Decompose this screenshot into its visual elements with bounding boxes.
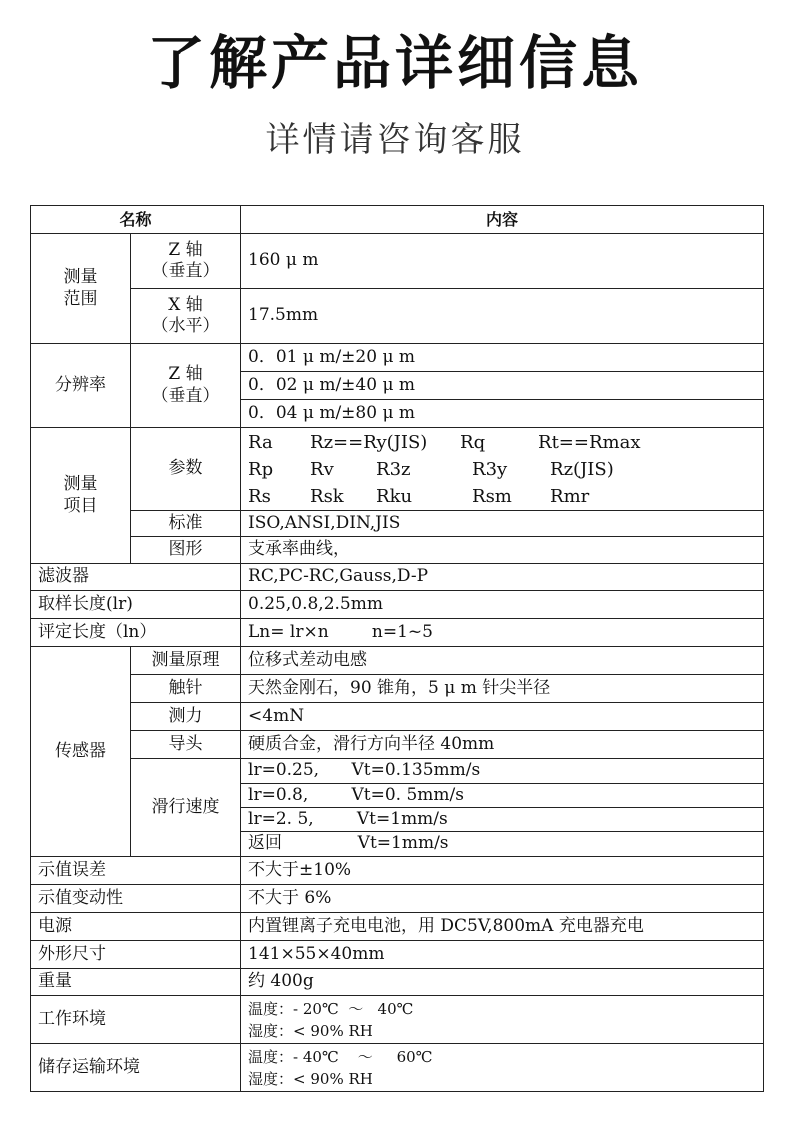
work-env-label: 工作环境 <box>31 996 241 1044</box>
param-item: Rv <box>310 458 334 480</box>
force-value: <4mN <box>241 703 764 731</box>
weight-value: 约 400g <box>241 969 764 996</box>
table-row <box>31 759 764 784</box>
range-x-value: 17.5mm <box>241 289 764 344</box>
table-row <box>31 428 764 511</box>
table-row <box>31 234 764 289</box>
error-value: 不大于±10% <box>241 857 764 885</box>
table-row <box>31 564 764 591</box>
table-row <box>31 537 764 564</box>
speed-value: 返回 Vt=1mm/s <box>241 832 764 857</box>
param-item: R3z <box>376 458 411 480</box>
dimension-label: 外形尺寸 <box>31 941 241 969</box>
filter-value: RC,PC-RC,Gauss,D-P <box>241 564 764 591</box>
range-x-label: X 轴 （水平） <box>131 289 241 344</box>
sampling-value: 0.25,0.8,2.5mm <box>241 591 764 619</box>
force-label: 测力 <box>131 703 241 731</box>
guide-label: 导头 <box>131 731 241 759</box>
table-row <box>31 969 764 996</box>
table-row <box>31 511 764 537</box>
param-item: Ra <box>248 431 273 453</box>
storage-env-value <box>241 1044 764 1092</box>
work-env-value <box>241 996 764 1044</box>
speed-value: lr=2. 5, Vt=1mm/s <box>241 808 764 832</box>
table-row <box>31 703 764 731</box>
table-row <box>31 675 764 703</box>
col-name-header: 名称 <box>31 206 241 234</box>
param-item: Rz(JIS) <box>550 458 614 480</box>
error-label: 示值误差 <box>31 857 241 885</box>
table-row <box>31 591 764 619</box>
param-label: 参数 <box>131 428 241 511</box>
param-item: Rs <box>248 485 271 507</box>
table-row <box>31 619 764 647</box>
param-item: Rp <box>248 458 274 480</box>
speed-label: 滑行速度 <box>131 759 241 857</box>
param-item: Rz==Ry(JIS) <box>310 431 428 453</box>
speed-value: lr=0.25, Vt=0.135mm/s <box>241 759 764 784</box>
graph-label: 图形 <box>131 537 241 564</box>
work-env-temp: 温度：- 20℃ ～ 40℃ <box>248 999 414 1018</box>
table-row <box>31 1044 764 1092</box>
storage-env-label: 储存运输环境 <box>31 1044 241 1092</box>
sampling-label: 取样长度(lr) <box>31 591 241 619</box>
stylus-label: 触针 <box>131 675 241 703</box>
power-label: 电源 <box>31 913 241 941</box>
standard-value: ISO,ANSI,DIN,JIS <box>241 511 764 537</box>
dimension-value: 141×55×40mm <box>241 941 764 969</box>
storage-env-temp: 温度：- 40℃ ～ 60℃ <box>248 1047 433 1066</box>
param-item: Rsk <box>310 485 344 507</box>
spec-table <box>30 205 764 1092</box>
variation-label: 示值变动性 <box>31 885 241 913</box>
resolution-z-label: Z 轴 （垂直） <box>131 344 241 428</box>
resolution-label: 分辨率 <box>31 344 131 428</box>
standard-label: 标准 <box>131 511 241 537</box>
power-value: 内置锂离子充电电池，用 DC5V,800mA 充电器充电 <box>241 913 764 941</box>
col-content-header: 内容 <box>241 206 764 234</box>
table-row <box>31 857 764 885</box>
variation-value: 不大于 6% <box>241 885 764 913</box>
page-subtitle: 详情请咨询客服 <box>265 120 525 160</box>
filter-label: 滤波器 <box>31 564 241 591</box>
table-row <box>31 289 764 344</box>
resolution-value: 0．04 μ m/±80 μ m <box>241 400 764 428</box>
table-header-row <box>31 206 764 234</box>
table-row <box>31 885 764 913</box>
speed-value: lr=0.8, Vt=0. 5mm/s <box>241 784 764 808</box>
stylus-value: 天然金刚石，90 锥角，5 μ m 针尖半径 <box>241 675 764 703</box>
param-item: Rt==Rmax <box>538 431 641 453</box>
items-label: 测量 项目 <box>31 428 131 564</box>
principle-value: 位移式差动电感 <box>241 647 764 675</box>
page-title: 了解产品详细信息 <box>146 29 643 97</box>
table-row <box>31 996 764 1044</box>
param-item: R3y <box>472 458 508 480</box>
table-row <box>31 941 764 969</box>
param-item: Rq <box>460 431 486 453</box>
range-z-value: 160 μ m <box>241 234 764 289</box>
param-item: Rmr <box>550 485 590 507</box>
weight-label: 重量 <box>31 969 241 996</box>
resolution-value: 0．01 μ m/±20 μ m <box>241 344 764 372</box>
table-row <box>31 344 764 372</box>
guide-value: 硬质合金，滑行方向半径 40mm <box>241 731 764 759</box>
param-item: Rsm <box>472 485 512 507</box>
evaluation-value: Ln= lr×n n=1~5 <box>241 619 764 647</box>
params-cell <box>241 428 764 511</box>
table-row <box>31 913 764 941</box>
sensor-label: 传感器 <box>31 647 131 857</box>
table-row <box>31 647 764 675</box>
resolution-value: 0．02 μ m/±40 μ m <box>241 372 764 400</box>
range-label: 测量 范围 <box>31 234 131 344</box>
graph-value: 支承率曲线， <box>241 537 764 564</box>
storage-env-humidity: 湿度：< 90% RH <box>248 1069 373 1088</box>
principle-label: 测量原理 <box>131 647 241 675</box>
param-item: Rku <box>376 485 413 507</box>
range-z-label: Z 轴 （垂直） <box>131 234 241 289</box>
table-row <box>31 731 764 759</box>
work-env-humidity: 湿度：< 90% RH <box>248 1021 373 1040</box>
evaluation-label: 评定长度（ln） <box>31 619 241 647</box>
